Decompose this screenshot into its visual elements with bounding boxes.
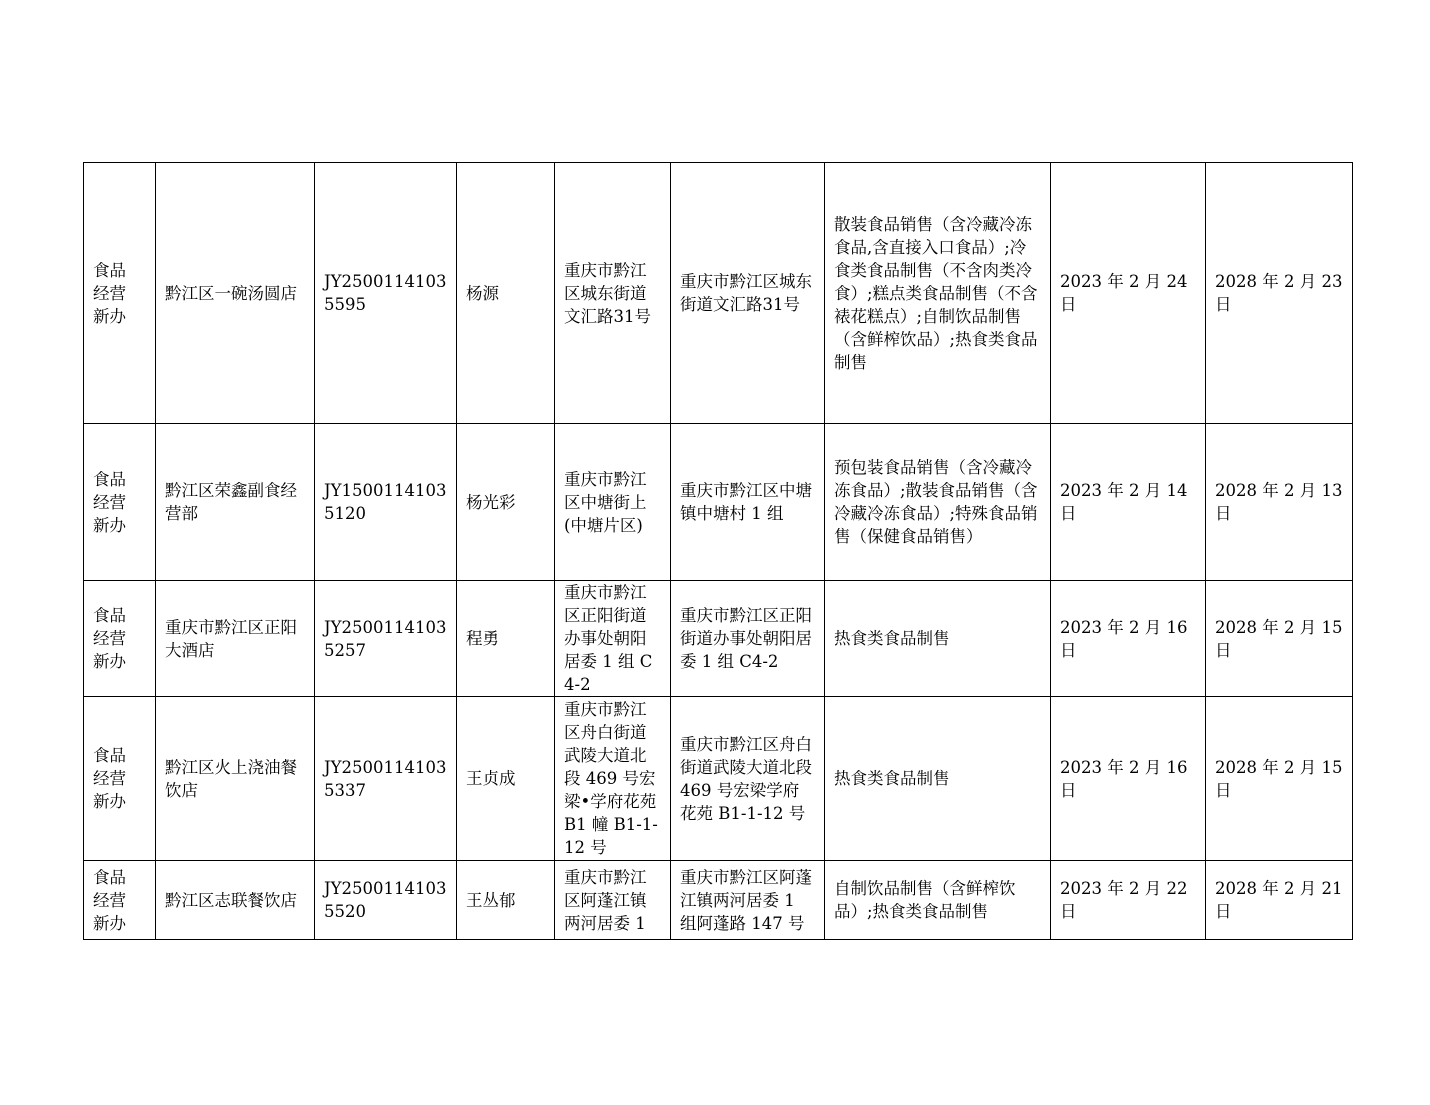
cell-person: 杨光彩: [457, 424, 555, 581]
cell-issue-date: 2023 年 2 月 14 日: [1051, 424, 1206, 581]
cell-license: JY15001141035120: [315, 424, 457, 581]
table-row: [84, 424, 1353, 581]
cell-expiry-date: 2028 年 2 月 15 日: [1206, 697, 1353, 861]
cell-expiry-date: 2028 年 2 月 15 日: [1206, 581, 1353, 697]
cell-address: 重庆市黔江区中塘街上(中塘片区): [555, 424, 671, 581]
cell-name: 黔江区荣鑫副食经营部: [156, 424, 315, 581]
table-body: [84, 163, 1353, 940]
cell-type: 食品 经营 新办: [84, 581, 156, 697]
cell-name: 黔江区志联餐饮店: [156, 861, 315, 940]
cell-license: JY25001141035595: [315, 163, 457, 424]
cell-expiry-date: 2028 年 2 月 23 日: [1206, 163, 1353, 424]
cell-site: 重庆市黔江区舟白街道武陵大道北段 469 号宏梁学府花苑 B1-1-12 号: [671, 697, 825, 861]
cell-scope: 热食类食品制售: [825, 697, 1051, 861]
table-row: [84, 861, 1353, 940]
cell-issue-date: 2023 年 2 月 16 日: [1051, 581, 1206, 697]
cell-name: 黔江区火上浇油餐饮店: [156, 697, 315, 861]
cell-site: 重庆市黔江区正阳街道办事处朝阳居委 1 组 C4-2: [671, 581, 825, 697]
cell-scope: 自制饮品制售（含鲜榨饮品）;热食类食品制售: [825, 861, 1051, 940]
cell-person: 程勇: [457, 581, 555, 697]
cell-type: 食品 经营 新办: [84, 697, 156, 861]
cell-address: 重庆市黔江区舟白街道武陵大道北段 469 号宏梁•学府花苑 B1 幢 B1-1-12 号: [555, 697, 671, 861]
cell-scope: 预包装食品销售（含冷藏冷冻食品）;散装食品销售（含冷藏冷冻食品）;特殊食品销售（保健食品销售）: [825, 424, 1051, 581]
cell-type: 食品 经营 新办: [84, 861, 156, 940]
cell-person: 王丛郁: [457, 861, 555, 940]
cell-license: JY25001141035337: [315, 697, 457, 861]
cell-person: 王贞成: [457, 697, 555, 861]
cell-license: JY25001141035520: [315, 861, 457, 940]
cell-license: JY25001141035257: [315, 581, 457, 697]
cell-type: 食品 经营 新办: [84, 163, 156, 424]
cell-scope: 热食类食品制售: [825, 581, 1051, 697]
cell-name: 重庆市黔江区正阳大酒店: [156, 581, 315, 697]
table-row: [84, 163, 1353, 424]
cell-issue-date: 2023 年 2 月 24 日: [1051, 163, 1206, 424]
cell-name: 黔江区一碗汤圆店: [156, 163, 315, 424]
cell-site: 重庆市黔江区阿蓬江镇两河居委 1 组阿蓬路 147 号: [671, 861, 825, 940]
cell-address: 重庆市黔江区阿蓬江镇两河居委 1: [555, 861, 671, 940]
table-row: [84, 697, 1353, 861]
cell-scope: 散装食品销售（含冷藏冷冻食品,含直接入口食品）;冷食类食品制售（不含肉类冷食）;糕点类食品制售（不含裱花糕点）;自制饮品制售（含鲜榨饮品）;热食类食品制售: [825, 163, 1051, 424]
license-table: [83, 162, 1353, 940]
cell-expiry-date: 2028 年 2 月 13 日: [1206, 424, 1353, 581]
cell-expiry-date: 2028 年 2 月 21 日: [1206, 861, 1353, 940]
cell-issue-date: 2023 年 2 月 16 日: [1051, 697, 1206, 861]
cell-address: 重庆市黔江区城东街道文汇路31号: [555, 163, 671, 424]
cell-issue-date: 2023 年 2 月 22 日: [1051, 861, 1206, 940]
cell-person: 杨源: [457, 163, 555, 424]
cell-type: 食品 经营 新办: [84, 424, 156, 581]
table-row: [84, 581, 1353, 697]
cell-site: 重庆市黔江区中塘镇中塘村 1 组: [671, 424, 825, 581]
cell-site: 重庆市黔江区城东街道文汇路31号: [671, 163, 825, 424]
cell-address: 重庆市黔江区正阳街道办事处朝阳居委 1 组 C4-2: [555, 581, 671, 697]
